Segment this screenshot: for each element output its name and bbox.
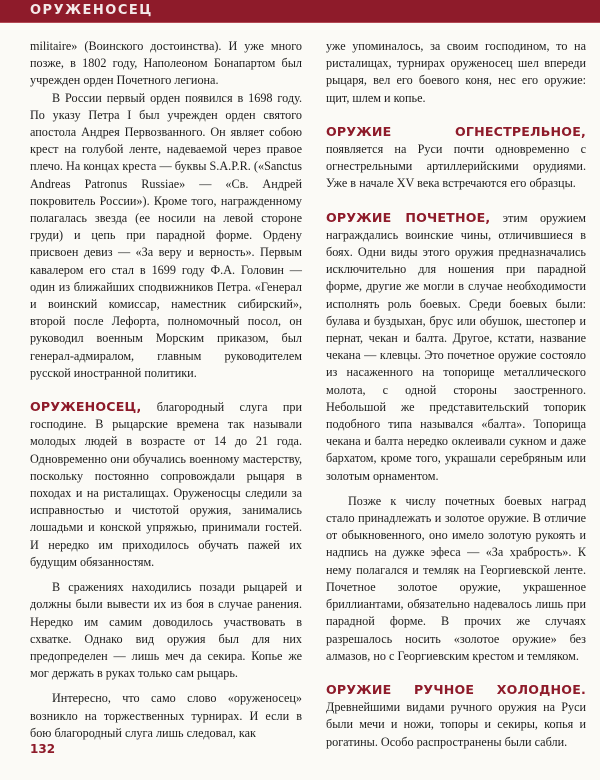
header-bar — [0, 0, 600, 22]
entry-text: благородный слуга при господине. В рыцарские времена так называли молодых людей в возрасте от 14 до 21 года. Одновременно они обучались военному мастерству, поскольку постоянно сопровождали рыцаря в походах и на ристалищах. Оруженосцы следили за исправностью и чистотой оружия, занимались лошадьми и конской упряжью, принимали гостей. И нередко им приходилось обучать пажей их будущим обязанностям. — [30, 400, 302, 569]
entry-orujenosets — [30, 398, 302, 571]
paragraph: В России первый орден появился в 1698 году. По указу Петра I был учрежден орден святого апостола Андрея Первозванного. Он являет собою крест на голубой ленте, надеваемой через правое плечо. На концах креста — буквы S.A.P.R. («Sanctus Andreas Patronus Russiae» — «Св. Андрей покровитель России»). Кроме того, награжденному полагалась звезда (ее носили на левой стороне груди) и цепь при парадной форме. Ордену присвоен девиз — «За веру и верность». Первым кавалером его стал в 1699 году Ф.А. Головин — один из ближайших сподвижников Петра. «Генерал и воинский комиссар, наместник сибирский», второй после Лефорта, полномочный посол, он руководил военным Морским приказом, был генерал-адмиралом, главным руководителем русской иностранной политики. — [30, 90, 302, 380]
header-rule — [0, 22, 600, 23]
entry-term: ОРУЖИЕ ПОЧЕТНОЕ, — [326, 209, 491, 225]
entry-term: ОРУЖИЕ ОГНЕСТРЕЛЬНОЕ, — [326, 123, 586, 139]
entry-cold-weapon — [326, 681, 586, 751]
entry-honorary-weapon — [326, 209, 586, 485]
entry-text: этим оружием награждались воинские чины, отличившиеся в боях. Одни виды этого оружия предназначались исключительно для ношения при парадной форме, другие же могли в случае необходимости исполнять роль боевых. Среди боевых были: булава и буздыхан, брус или обушок, шестопер и пернат, чекан и балта. Другое, кстати, название чекана — клевцы. Это почетное оружие состояло из насаженного на топорище металлического молота, с одной стороны заостренного. Небольшой же представительский топорик подобного типа назывался «балта». Топорища чекана и балта нередко оклеивали сукном и даже бархатом, кроме того, украшали серебряным или золотым орнаментом. — [326, 210, 586, 483]
entry-text: Древнейшими видами ручного оружия на Руси были мечи и ножи, топоры и секиры, копья и рогатины. Особо распространены были сабли. — [326, 700, 586, 749]
paragraph: Интересно, что само слово «оруженосец» возникло на торжественных турнирах. И если в бою благородный слуга лишь следовал, как — [30, 691, 302, 740]
paragraph: militaire» (Воинского достоинства). И уже много позже, в 1802 году, Наполеоном Бонапартом был учрежден орден Почетного легиона. — [30, 39, 302, 88]
entry-term: ОРУЖЕНОСЕЦ, — [30, 399, 142, 415]
paragraph: уже упоминалось, за своим господином, то на ристалищах, турнирах оруженосец шел впереди рыцаря, вел его боевого коня, нес его оружие: щит, шлем и копье. — [326, 39, 586, 105]
paragraph: В сражениях находились позади рыцарей и должны были вывести их из боя в случае ранения. Нередко им самим доводилось участвовать в схватке. Однако вид оружия был для них предопределен — лишь меч да секира. Копье же мог держать в руках только сам рыцарь. — [30, 580, 302, 681]
running-header-title: ОРУЖЕНОСЕЦ — [30, 3, 153, 18]
entry-firearms — [326, 123, 586, 193]
entry-text: появляется на Руси почти одновременно с огнестрельными артиллерийскими орудиями. Уже в начале XV века встречаются его образцы. — [326, 142, 586, 191]
paragraph: Позже к числу почетных боевых наград стало принадлежать и золотое оружие. В отличие от обыкновенного, оно имело золотую рукоять и надпись на дужке эфеса — «За храбрость». К нему полагался и темляк на Георгиевской ленте. Почетное золотое оружие, украшенное бриллиантами, обязательно надевалось лишь при парадной форме. В прочих же случаях разрешалось носить «золотое оружие» без алмазов, но с Георгиевским крестом и темляком. — [326, 493, 586, 663]
page-number: 132 — [30, 742, 56, 756]
entry-term: ОРУЖИЕ РУЧНОЕ ХОЛОДНОЕ. — [326, 681, 586, 697]
right-column — [326, 38, 586, 751]
left-column — [30, 38, 302, 742]
